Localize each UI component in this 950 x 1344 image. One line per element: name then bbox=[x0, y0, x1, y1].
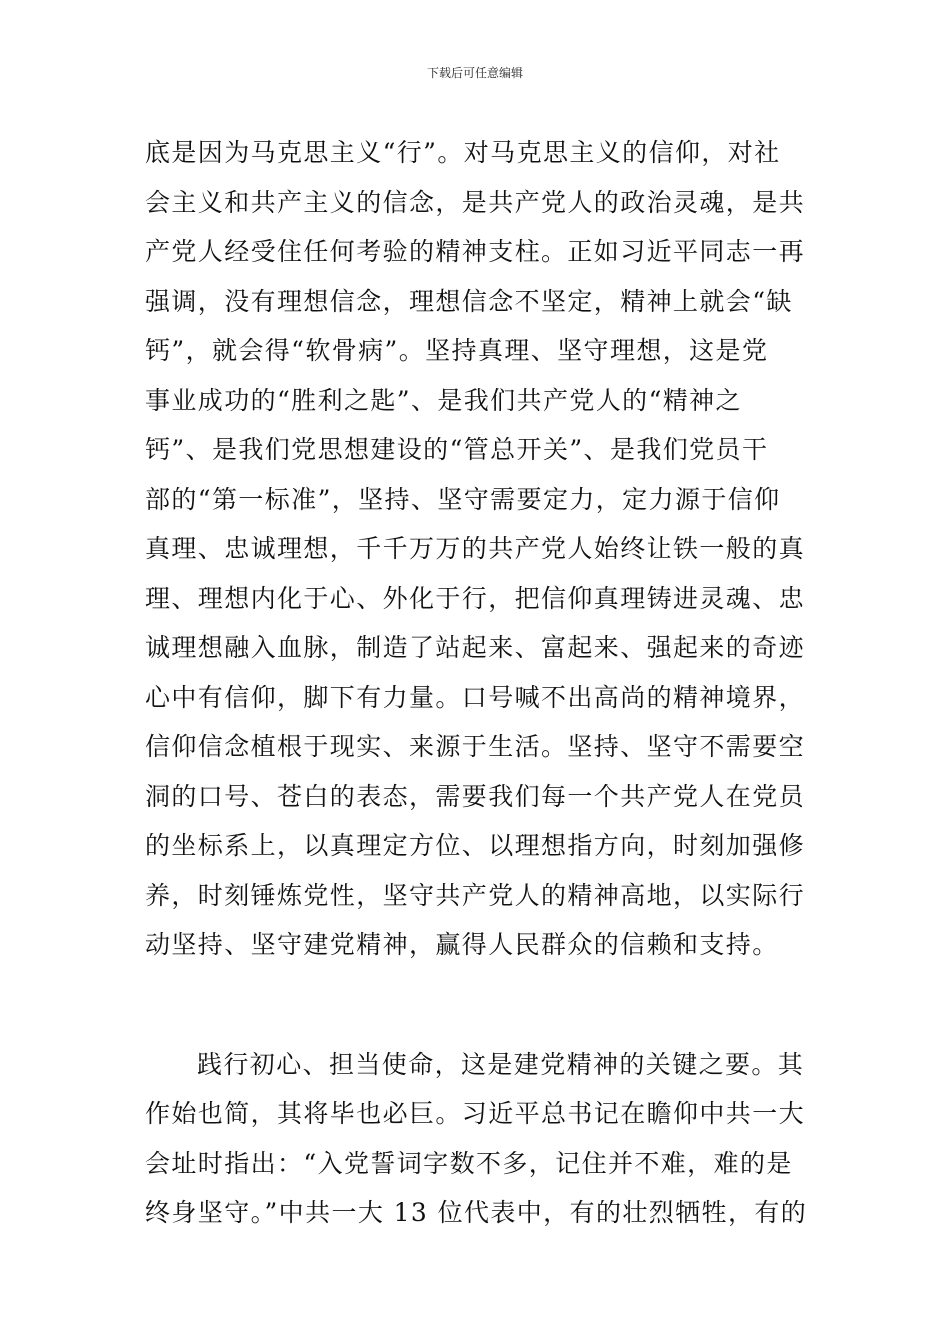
text-line: 事业成功的“胜利之匙”、是我们共产党人的“精神之 bbox=[145, 385, 742, 415]
page-header: 下载后可任意编辑 bbox=[426, 66, 523, 80]
text-line: 真理、忠诚理想，千千万万的共产党人始终让铁一般的真 bbox=[145, 534, 806, 563]
text-line: 底是因为马克思主义“行”。对马克思主义的信仰，对社 bbox=[145, 138, 781, 167]
text-line: 产党人经受住任何考验的精神支柱。正如习近平同志一再 bbox=[145, 237, 806, 266]
text-line: 作始也简，其将毕也必巨。习近平总书记在瞻仰中共一大 bbox=[145, 1099, 806, 1128]
paragraph-2 bbox=[145, 1040, 815, 1238]
text-line: 心中有信仰，脚下有力量。口号喊不出高尚的精神境界， bbox=[145, 682, 806, 712]
text-line: 诚理想融入血脉，制造了站起来、富起来、强起来的奇迹 bbox=[145, 633, 806, 662]
text-line: 钙”，就会得“软骨病”。坚持真理、坚守理想，这是党 bbox=[145, 336, 769, 365]
text-line: 动坚持、坚守建党精神，赢得人民群众的信赖和支持。 bbox=[145, 930, 779, 959]
text-line: 终身坚守。”中共一大 13 位代表中，有的壮烈牺牲，有的 bbox=[145, 1198, 808, 1227]
text-line: 钙”、是我们党思想建设的“管总开关”、是我们党员干 bbox=[145, 435, 769, 464]
document-body bbox=[145, 128, 815, 1238]
text-line: 理、理想内化于心、外化于行，把信仰真理铸进灵魂、忠 bbox=[145, 583, 806, 613]
text-line: 践行初心、担当使命，这是建党精神的关键之要。其 bbox=[197, 1049, 805, 1079]
paragraph-gap bbox=[145, 970, 815, 1040]
text-line: 养，时刻锤炼党性，坚守共产党人的精神高地，以实际行 bbox=[145, 880, 806, 910]
text-line: 强调，没有理想信念，理想信念不坚定，精神上就会“缺 bbox=[145, 286, 793, 316]
text-line: 部的“第一标准”，坚持、坚守需要定力，定力源于信仰 bbox=[145, 484, 781, 514]
text-line: 的坐标系上，以真理定方位、以理想指方向，时刻加强修 bbox=[145, 831, 806, 860]
text-line: 洞的口号、苍白的表态，需要我们每一个共产党人在党员 bbox=[145, 781, 806, 811]
paragraph-1 bbox=[145, 128, 815, 970]
text-line: 信仰信念植根于现实、来源于生活。坚持、坚守不需要空 bbox=[145, 732, 806, 761]
text-line: 会主义和共产主义的信念，是共产党人的政治灵魂，是共 bbox=[145, 187, 806, 217]
text-line: 会址时指出：“入党誓词字数不多，记住并不难，难的是 bbox=[145, 1148, 793, 1178]
